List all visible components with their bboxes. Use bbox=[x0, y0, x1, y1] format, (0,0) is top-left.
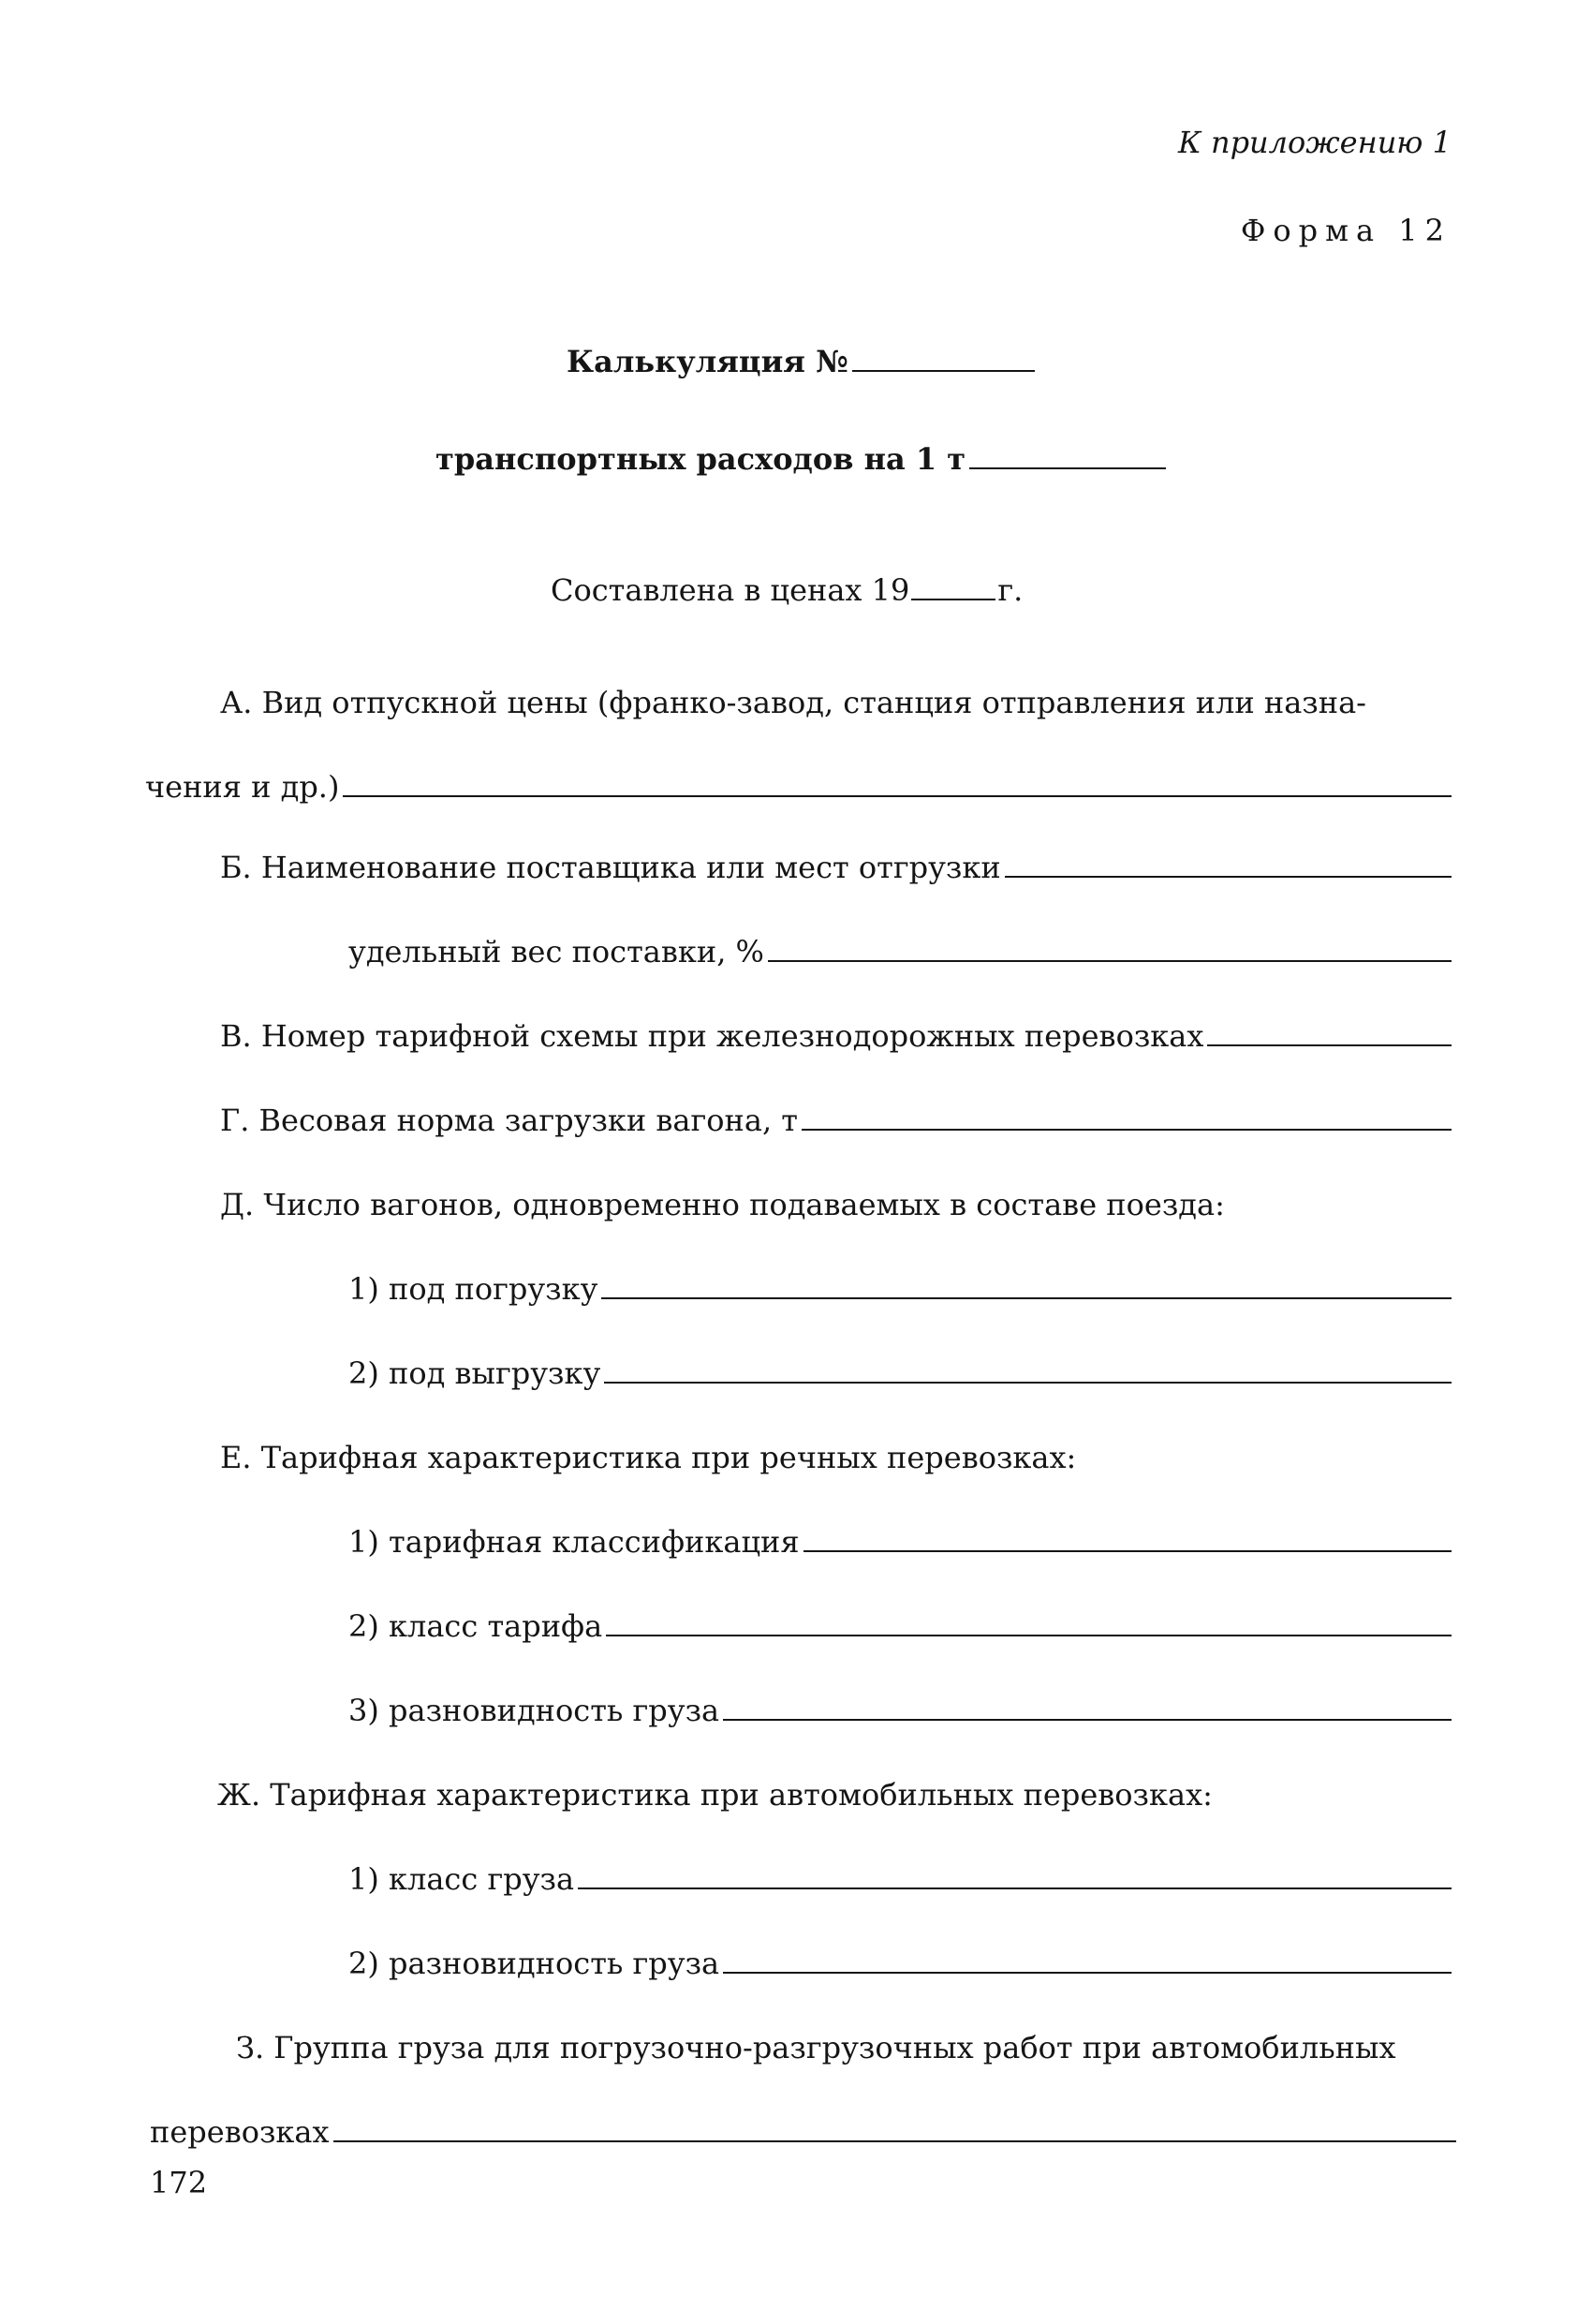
cargo-name-blank bbox=[969, 467, 1166, 469]
item-z-label: перевозках bbox=[150, 2114, 330, 2150]
item-v-label: В. Номер тарифной схемы при железнодорожных перевозках bbox=[220, 1018, 1204, 1054]
item-e1 bbox=[348, 1523, 1452, 1561]
item-e1-blank bbox=[803, 1550, 1452, 1552]
item-zh2-blank bbox=[723, 1972, 1452, 1974]
item-e2-label: 2) класс тарифа bbox=[348, 1608, 603, 1644]
calculation-number-blank bbox=[852, 370, 1035, 372]
calculation-title-text: Калькуляция № bbox=[567, 344, 848, 379]
prices-year-line bbox=[551, 571, 1023, 609]
item-z-line1: З. Группа груза для погрузочно-разгрузочных работ при автомобильных bbox=[236, 2030, 1396, 2065]
item-zh1-blank bbox=[578, 1887, 1452, 1889]
item-zh2 bbox=[348, 1945, 1452, 1982]
item-e3-label: 3) разновидность груза bbox=[348, 1693, 720, 1728]
item-e: Е. Тарифная характеристика при речных перевозках: bbox=[220, 1440, 1077, 1475]
item-b-label: Б. Наименование поставщика или мест отгрузки bbox=[220, 850, 1001, 885]
item-b-sub-blank bbox=[768, 960, 1452, 962]
item-z-line2 bbox=[150, 2113, 1456, 2151]
item-b bbox=[220, 849, 1452, 886]
item-e1-label: 1) тарифная классификация bbox=[348, 1524, 800, 1560]
item-e2-blank bbox=[606, 1635, 1452, 1636]
item-d2-blank bbox=[604, 1382, 1452, 1384]
item-zh: Ж. Тарифная характеристика при автомобильных перевозках: bbox=[217, 1777, 1213, 1813]
item-e3-blank bbox=[723, 1719, 1452, 1721]
item-b-blank bbox=[1005, 876, 1452, 878]
item-e2 bbox=[348, 1607, 1452, 1645]
item-zh1 bbox=[348, 1860, 1452, 1898]
item-g-label: Г. Весовая норма загрузки вагона, т bbox=[220, 1103, 798, 1138]
item-v-blank bbox=[1207, 1044, 1452, 1046]
calculation-subtitle bbox=[435, 440, 1166, 478]
item-d2-label: 2) под выгрузку bbox=[348, 1355, 601, 1391]
page-number: 172 bbox=[150, 2165, 208, 2200]
item-z-blank bbox=[333, 2140, 1456, 2142]
item-a-line2 bbox=[145, 768, 1452, 806]
item-d2 bbox=[348, 1354, 1452, 1392]
item-b-sub bbox=[348, 933, 1452, 970]
item-g bbox=[220, 1102, 1452, 1139]
item-a-line1: А. Вид отпускной цены (франко-завод, станция отправления или назна- bbox=[220, 685, 1366, 720]
item-d1-label: 1) под погрузку bbox=[348, 1271, 598, 1307]
item-a-label: чения и др.) bbox=[145, 769, 340, 805]
calculation-title bbox=[567, 343, 1035, 380]
item-d1-blank bbox=[601, 1297, 1452, 1299]
item-v bbox=[220, 1017, 1452, 1055]
calculation-subtitle-text: транспортных расходов на 1 т bbox=[435, 441, 966, 477]
item-zh2-label: 2) разновидность груза bbox=[348, 1946, 720, 1981]
item-e3 bbox=[348, 1692, 1452, 1729]
item-g-blank bbox=[802, 1129, 1452, 1131]
item-a-blank bbox=[343, 795, 1452, 797]
item-zh1-label: 1) класс груза bbox=[348, 1861, 575, 1897]
form-number: Форма 12 bbox=[1240, 213, 1452, 248]
item-d: Д. Число вагонов, одновременно подаваемых в составе поезда: bbox=[220, 1187, 1225, 1222]
appendix-reference: К приложению 1 bbox=[1178, 125, 1452, 160]
item-d1 bbox=[348, 1270, 1452, 1308]
prices-year-prefix: Составлена в ценах 19 bbox=[551, 572, 910, 608]
item-b-sub-label: удельный вес поставки, % bbox=[348, 934, 764, 970]
year-blank bbox=[911, 599, 995, 600]
prices-year-suffix: г. bbox=[997, 572, 1024, 608]
